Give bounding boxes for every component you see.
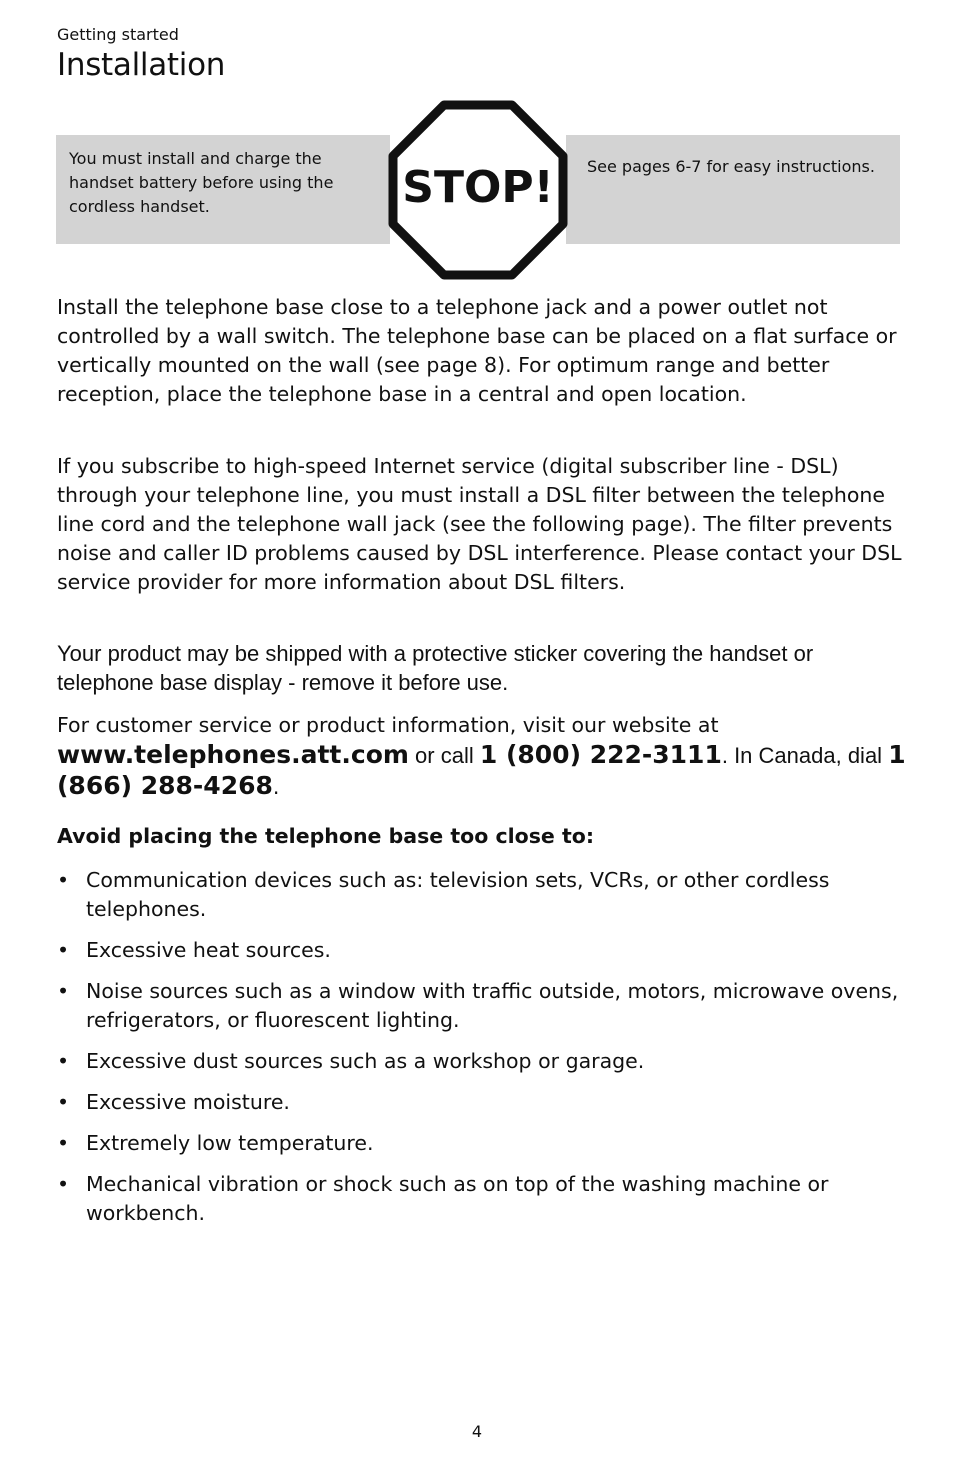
service-canada: . In Canada, dial [721,743,889,768]
list-item [57,1170,907,1228]
list-item-text: Communication devices such as: television sets, VCRs, or other cordless telephones. [86,868,830,921]
bullet-icon: • [57,1172,70,1196]
sticker-paragraph: Your product may be shipped with a protective sticker covering the handset or telephone base display - remove it before use. [57,641,814,695]
list-item [57,1129,907,1158]
list-item-text: Excessive dust sources such as a workshop or garage. [86,1049,645,1073]
list-item-text: Noise sources such as a window with traffic outside, motors, microwave ovens, refrigerators, or fluorescent lighting. [86,979,899,1032]
notice-instructions-box [566,135,900,244]
stop-sign-label: STOP! [402,162,554,213]
list-item [57,866,907,924]
notice-instructions-text: See pages 6-7 for easy instructions. [587,157,875,176]
bullet-icon: • [57,938,70,962]
bullet-icon: • [57,1049,70,1073]
bullet-icon: • [57,979,70,1003]
stop-sign-icon [388,100,568,280]
page-title: Installation [57,47,226,83]
avoid-heading: Avoid placing the telephone base too close to: [57,824,595,848]
bullet-icon: • [57,1090,70,1114]
list-item [57,936,907,965]
service-end: . [272,775,280,799]
phone-canada: 1 (866) 288-4268 [57,740,906,800]
notice-battery-text: You must install and charge the handset battery before using the cordless handset. [69,149,334,216]
website-link[interactable]: www.telephones.att.com [57,740,409,769]
customer-service-paragraph [57,710,907,802]
page-number: 4 [471,1422,483,1441]
bullet-icon: • [57,1131,70,1155]
section-label: Getting started [57,25,179,44]
phone-us: 1 (800) 222-3111 [479,740,722,769]
notice-battery-box [56,135,390,244]
avoid-list [57,866,907,1240]
service-intro: For customer service or product information, visit our website at [57,713,719,737]
list-item [57,977,907,1035]
install-paragraph: Install the telephone base close to a telephone jack and a power outlet not controlled by a wall switch. The telephone base can be placed on a flat surface or vertically mounted on the wall (see page 8). For optimum range and better reception, place the telephone base in a central and open location. [57,295,897,406]
dsl-paragraph: If you subscribe to high-speed Internet service (digital subscriber line - DSL) through your telephone line, you must install a DSL filter between the telephone line cord and the telephone wall jack (see the following page). The filter prevents noise and caller ID problems caused by DSL interference. Please contact your DSL service provider for more information about DSL filters. [57,454,902,594]
list-item-text: Excessive heat sources. [86,938,331,962]
service-or-call: or call [408,743,480,768]
list-item-text: Excessive moisture. [86,1090,290,1114]
list-item [57,1088,907,1117]
list-item [57,1047,907,1076]
bullet-icon: • [57,868,70,892]
list-item-text: Mechanical vibration or shock such as on top of the washing machine or workbench. [86,1172,829,1225]
list-item-text: Extremely low temperature. [86,1131,374,1155]
